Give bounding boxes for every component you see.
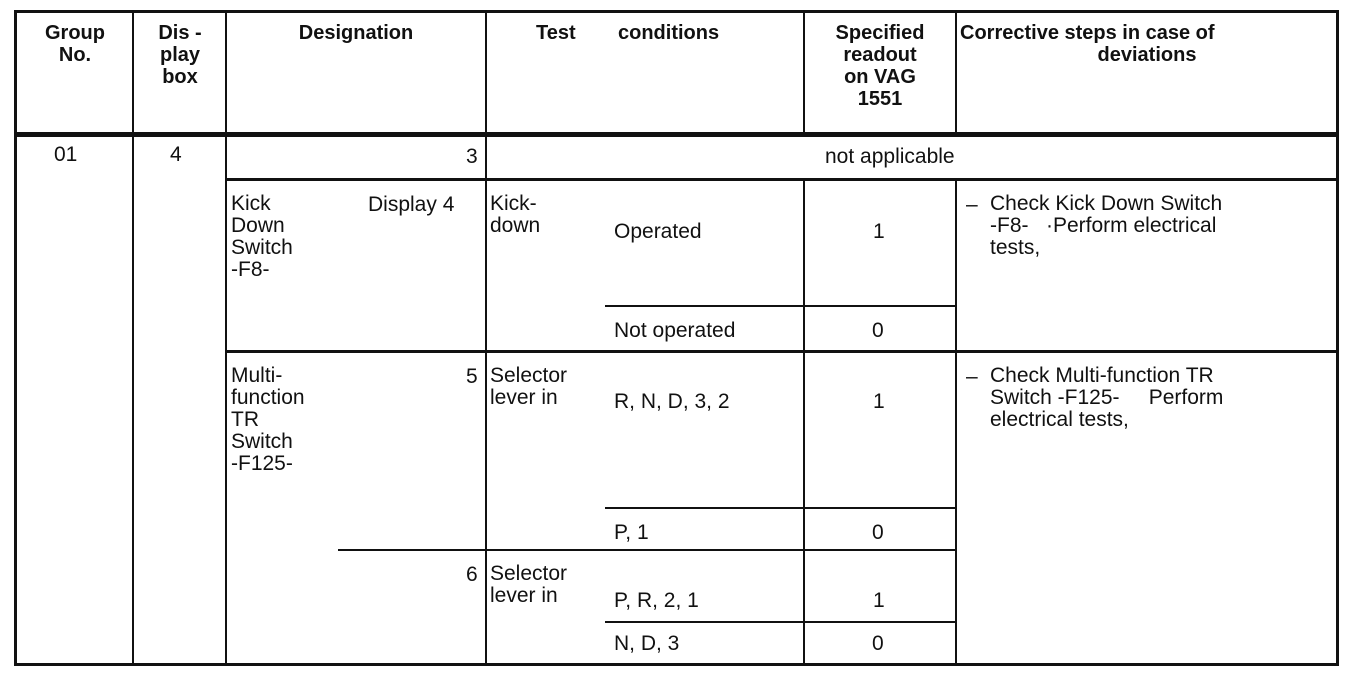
selector-lever-test-6: Selector lever in xyxy=(490,562,568,607)
readout-6b: 0 xyxy=(872,632,884,655)
row-line-kd xyxy=(605,305,957,307)
border-top xyxy=(14,10,1339,13)
header-deviations: deviations xyxy=(1097,44,1197,66)
cond-5a: R, N, D, 3, 2 xyxy=(614,390,730,413)
kickdown-cond-operated: Operated xyxy=(614,220,702,243)
group-number: 01 xyxy=(54,143,78,166)
header-group-no: Group No. xyxy=(45,22,105,66)
readout-6a: 1 xyxy=(873,589,885,612)
col-line-1 xyxy=(132,10,134,666)
border-bottom xyxy=(14,663,1339,666)
multifunction-designation: Multi- function TR Switch -F125- xyxy=(231,364,305,475)
row-line-6b xyxy=(605,621,957,623)
kickdown-designation: Kick Down Switch -F8- xyxy=(231,192,293,281)
header-specified-readout: Specified readout on VAG 1551 xyxy=(835,22,925,110)
header-conditions: conditions xyxy=(618,22,720,44)
row-line-2 xyxy=(225,350,1339,353)
col-line-2 xyxy=(225,10,227,666)
header-rule xyxy=(14,132,1339,137)
not-applicable-note: not applicable xyxy=(825,145,955,168)
col-line-5a xyxy=(955,10,957,137)
multifunction-corrective: Check Multi-function TR Switch -F125- Perform electrical tests, xyxy=(990,364,1224,431)
border-right xyxy=(1336,10,1339,666)
kickdown-readout-not-operated: 0 xyxy=(872,319,884,342)
display-box-number: 4 xyxy=(170,143,182,166)
readout-5b: 0 xyxy=(872,521,884,544)
cond-5b: P, 1 xyxy=(614,521,649,544)
cond-6a: P, R, 2, 1 xyxy=(614,589,699,612)
header-test: Test xyxy=(536,22,576,44)
readout-5a: 1 xyxy=(873,390,885,413)
row-line-6 xyxy=(338,549,957,551)
multifunction-corrective-dash: – xyxy=(966,365,978,388)
cond-6b: N, D, 3 xyxy=(614,632,680,655)
header-display-box: Dis - play box xyxy=(158,22,202,88)
row-line-5b xyxy=(605,507,957,509)
kickdown-corrective: Check Kick Down Switch -F8- ·Perform electrical tests, xyxy=(990,192,1223,259)
display-3: 3 xyxy=(466,145,478,168)
col-line-4b xyxy=(803,180,805,666)
kickdown-corrective-dash: – xyxy=(966,193,978,216)
display-5: 5 xyxy=(466,365,478,388)
col-line-5b xyxy=(955,180,957,666)
col-line-3 xyxy=(485,10,487,666)
kickdown-cond-not-operated: Not operated xyxy=(614,319,736,342)
border-left xyxy=(14,10,17,666)
selector-lever-test-5: Selector lever in xyxy=(490,364,568,409)
header-corrective: Corrective steps in case of xyxy=(960,22,1215,44)
col-line-4a xyxy=(803,10,805,137)
header-designation: Designation xyxy=(298,22,414,44)
kickdown-test: Kick- down xyxy=(490,192,541,237)
display-6: 6 xyxy=(466,563,478,586)
row-line-1 xyxy=(225,178,1339,181)
kickdown-display: Display 4 xyxy=(368,193,455,216)
kickdown-readout-operated: 1 xyxy=(873,220,885,243)
